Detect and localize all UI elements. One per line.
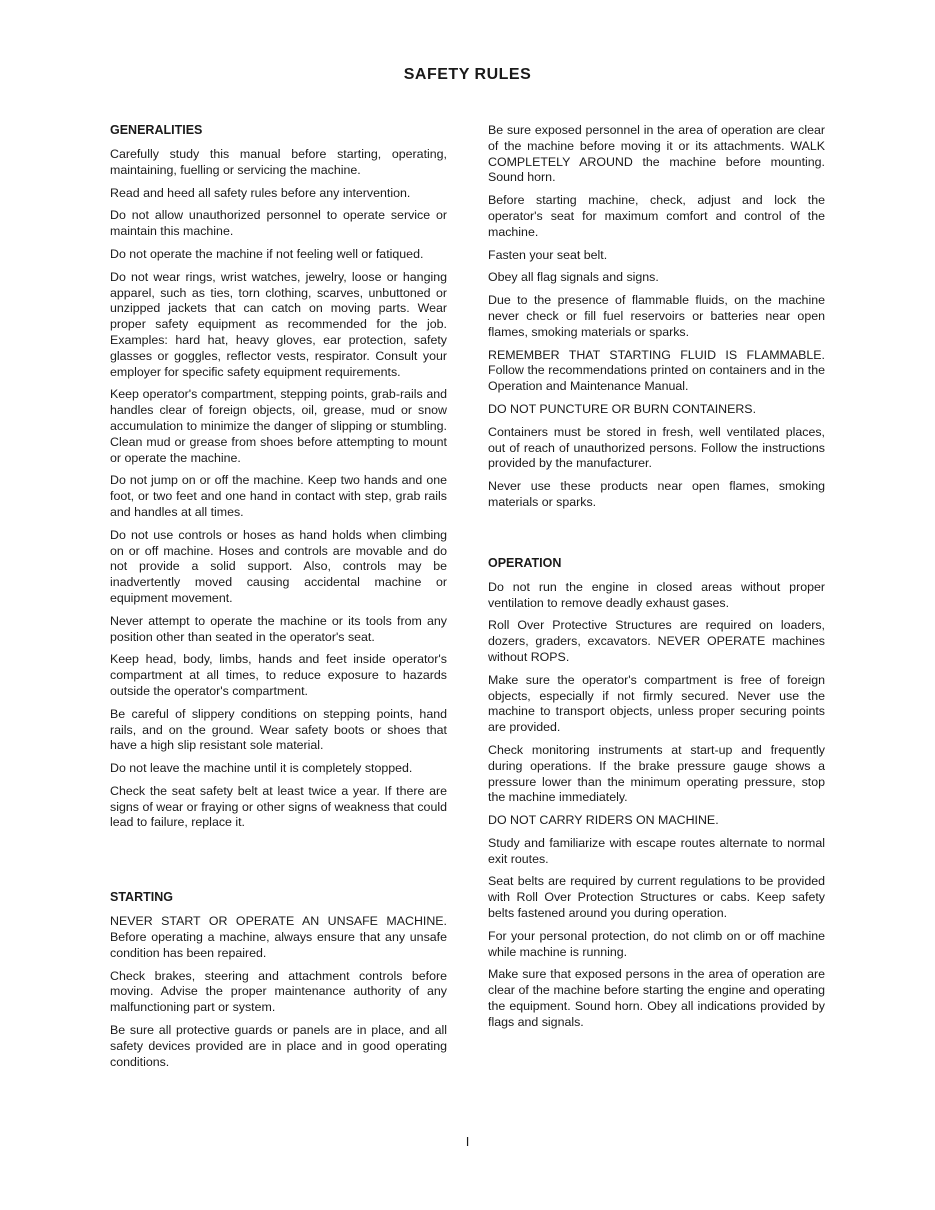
right-column bbox=[488, 123, 825, 1038]
operation-paragraph: Do not run the engine in closed areas without proper ventilation to remove deadly exhaust gases. bbox=[488, 579, 825, 610]
starting-heading: STARTING bbox=[110, 890, 173, 905]
section-spacer bbox=[488, 518, 825, 556]
operation-paragraph: Check monitoring instruments at start-up and frequently during operations. If the brake pressure gauge shows a pressure lower than the minimum operating pressure, stop the machine immediately. bbox=[488, 742, 825, 805]
operation-paragraph: DO NOT CARRY RIDERS ON MACHINE. bbox=[488, 813, 719, 828]
left-column bbox=[110, 123, 447, 1077]
generalities-heading: GENERALITIES bbox=[110, 123, 203, 137]
generalities-paragraph: Do not jump on or off the machine. Keep two hands and one foot, or two feet and one hand in contact with step, grab rails and handles at all times. bbox=[110, 473, 447, 519]
starting-continued-paragraph: Containers must be stored in fresh, well ventilated places, out of reach of unauthorized persons. Follow the instructions provided by the manufacturer. bbox=[488, 424, 825, 471]
operation-paragraph: Make sure that exposed persons in the area of operation are clear of the machine before starting the engine and operating the equipment. Sound horn. Obey all indications provided by flags and signals. bbox=[488, 967, 825, 1029]
starting-continued-paragraph: Before starting machine, check, adjust and lock the operator's seat for maximum comfort and control of the machine. bbox=[488, 193, 825, 239]
page-title: SAFETY RULES bbox=[403, 66, 532, 83]
generalities-paragraph: Do not wear rings, wrist watches, jewelry, loose or hanging apparel, such as ties, torn clothing, scarves, unbuttoned or unzipped jackets that can catch on moving parts. Wear proper safety equipment as recommended for the job. Examples: hard hat, heavy gloves, ear protection, safety glasses or goggles, reflector vests, respirator. Consult your employer for specific safety equipment requirements. bbox=[110, 269, 447, 379]
generalities-paragraph: Carefully study this manual before starting, operating, maintaining, fuelling or servicing the machine. bbox=[110, 147, 447, 177]
starting-continued-paragraph: DO NOT PUNCTURE OR BURN CONTAINERS. bbox=[488, 401, 757, 416]
operation-heading: OPERATION bbox=[488, 555, 562, 570]
starting-paragraph: NEVER START OR OPERATE AN UNSAFE MACHINE. Before operating a machine, always ensure that any unsafe condition has been repaired. bbox=[110, 914, 447, 960]
generalities-paragraph: Do not allow unauthorized personnel to operate service or maintain this machine. bbox=[110, 208, 447, 239]
generalities-paragraph: Keep operator's compartment, stepping points, grab-rails and handles clear of foreign objects, oil, grease, mud or snow accumulation to minimize the danger of slipping or stumbling. Clean mud or grease from shoes before attempting to mount or operate the machine. bbox=[110, 387, 447, 465]
starting-continued-paragraph: Due to the presence of flammable fluids, on the machine never check or fill fuel reservoirs or batteries near open flames, smoking materials or sparks. bbox=[488, 293, 825, 339]
generalities-paragraph: Check the seat safety belt at least twice a year. If there are signs of wear or fraying or other signs of weakness that could lead to failure, replace it. bbox=[110, 783, 447, 830]
generalities-paragraph: Keep head, body, limbs, hands and feet inside operator's compartment at all times, to reduce exposure to hazards outside the operator's compartment. bbox=[110, 652, 447, 698]
starting-paragraph: Check brakes, steering and attachment controls before moving. Advise the proper maintenance authority of any malfunctioning part or system. bbox=[110, 968, 447, 1015]
operation-paragraph: Study and familiarize with escape routes alternate to normal exit routes. bbox=[488, 835, 825, 866]
generalities-paragraph: Be careful of slippery conditions on stepping points, hand rails, and on the ground. Wear safety boots or shoes that have a high slip resistant sole material. bbox=[110, 706, 447, 753]
starting-continued-paragraph: Never use these products near open flames, smoking materials or sparks. bbox=[488, 479, 825, 509]
generalities-paragraph: Do not use controls or hoses as hand holds when climbing on or off machine. Hoses and controls are movable and do not provide a solid support. Also, controls may be inadvertently moved causing accidental machine or equipment movement. bbox=[110, 527, 447, 605]
section-spacer bbox=[110, 838, 447, 890]
starting-continued-paragraph: REMEMBER THAT STARTING FLUID IS FLAMMABLE. Follow the recommendations printed on containers and in the Operation and Maintenance Manual. bbox=[488, 347, 825, 394]
starting-continued-paragraph: Be sure exposed personnel in the area of operation are clear of the machine before moving it or its attachments. WALK COMPLETELY AROUND the machine before mounting. Sound horn. bbox=[488, 123, 825, 185]
generalities-paragraph: Never attempt to operate the machine or its tools from any position other than seated in the operator's seat. bbox=[110, 613, 447, 644]
operation-paragraph: Make sure the operator's compartment is free of foreign objects, especially if not firmly secured. Never use the machine to transport objects, unless proper securing points are provided. bbox=[488, 672, 825, 735]
starting-continued-paragraph: Fasten your seat belt. bbox=[488, 247, 608, 262]
generalities-paragraph: Do not leave the machine until it is completely stopped. bbox=[110, 761, 413, 776]
starting-paragraph: Be sure all protective guards or panels are in place, and all safety devices provided are in place and in good operating conditions. bbox=[110, 1023, 447, 1069]
operation-paragraph: Roll Over Protective Structures are required on loaders, dozers, graders, excavators. NEVER OPERATE machines without ROPS. bbox=[488, 618, 825, 664]
generalities-paragraph: Read and heed all safety rules before any intervention. bbox=[110, 185, 411, 200]
starting-continued-paragraph: Obey all flag signals and signs. bbox=[488, 270, 659, 285]
operation-paragraph: Seat belts are required by current regulations to be provided with Roll Over Protection Structures or cabs. Keep safety belts fastened around you during operation. bbox=[488, 874, 825, 921]
operation-paragraph: For your personal protection, do not climb on or off machine while machine is running. bbox=[488, 928, 825, 959]
generalities-paragraph: Do not operate the machine if not feeling well or fatiqued. bbox=[110, 246, 424, 261]
page-number: I bbox=[465, 1134, 470, 1149]
